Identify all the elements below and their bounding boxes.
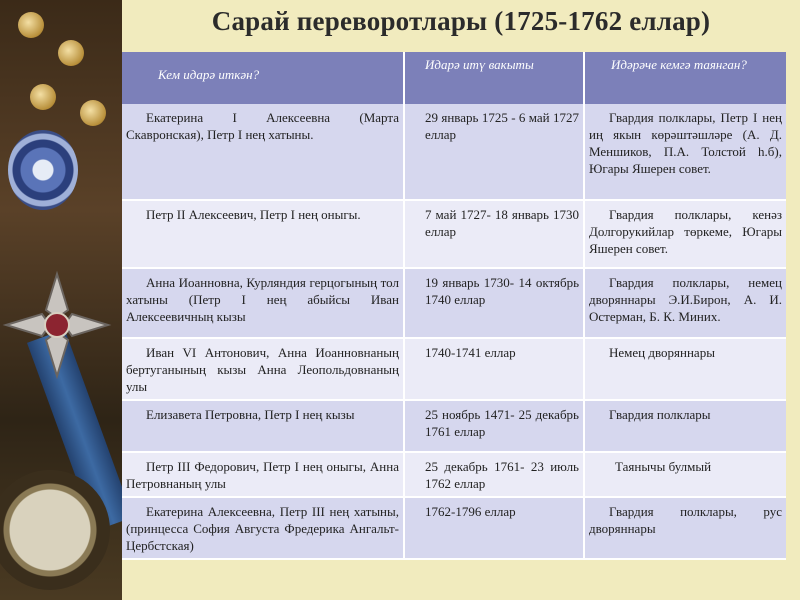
decorative-photo: [0, 0, 122, 600]
cell-support: Гвардия полклары, немец дворяннары Э.И.Бирон, А. И. Остерман, Б. К. Миних.: [584, 268, 786, 338]
cell-ruler: Екатерина I Алексеевна (Марта Скавронская), Петр I нең хатыны.: [122, 104, 404, 200]
header-dates: [404, 52, 584, 104]
cell-ruler: Петр II Алексеевич, Петр I нең оныгы.: [122, 200, 404, 268]
cell-ruler: Елизавета Петровна, Петр I нең кызы: [122, 400, 404, 452]
cell-ruler: Екатерина Алексеевна, Петр III нең хатыны, (принцесса София Августа Фредерика Ангальт-Цербстская): [122, 497, 404, 559]
cell-support: Немец дворяннары: [584, 338, 786, 400]
header-dates-label: Идарә итү вакыты: [425, 57, 534, 72]
table-row: [122, 400, 786, 452]
cell-dates: 19 январь 1730- 14 октябрь 1740 еллар: [404, 268, 584, 338]
cell-ruler: Петр III Федорович, Петр I нең оныгы, Анна Петровнаның улы: [122, 452, 404, 497]
compass-image: [0, 470, 110, 590]
table-row: [122, 497, 786, 559]
cell-support: Гвардия полклары, Петр I нең иң якын көрәштәшләре (А. Д. Меншиков, П.А. Толстой h.б), Югары Яшерен совет.: [584, 104, 786, 200]
cell-dates: 29 январь 1725 - 6 май 1727 еллар: [404, 104, 584, 200]
cell-dates: 1740-1741 еллар: [404, 338, 584, 400]
page-title: Сарай переворотлары (1725-1762 еллар): [211, 6, 711, 36]
cell-support: Таянычы булмый: [584, 452, 786, 497]
cell-ruler: Анна Иоанновна, Курляндия герцогының тол хатыны (Петр I нең абыйсы Иван Алексеевичның кызы: [122, 268, 404, 338]
header-support: [584, 52, 786, 104]
header-ruler: [122, 52, 404, 104]
medal-ribbon-image: [8, 130, 78, 210]
coin-image: [58, 40, 84, 66]
cell-dates: 1762-1796 еллар: [404, 497, 584, 559]
coin-image: [18, 12, 44, 38]
cell-dates: 25 декабрь 1761- 23 июль 1762 еллар: [404, 452, 584, 497]
table-row: [122, 452, 786, 497]
table-header-row: [122, 52, 786, 104]
cell-dates: 7 май 1727- 18 январь 1730 еллар: [404, 200, 584, 268]
table-row: [122, 104, 786, 200]
cell-support: Гвардия полклары, рус дворяннары: [584, 497, 786, 559]
cell-support: Гвардия полклары: [584, 400, 786, 452]
cell-support: Гвардия полклары, кенәз Долгорукийлар төркеме, Югары Яшерен совет.: [584, 200, 786, 268]
table-row: [122, 338, 786, 400]
header-ruler-label: Кем идарә иткән?: [158, 67, 260, 82]
coin-image: [30, 84, 56, 110]
order-cross-image: [2, 270, 112, 380]
table-row: [122, 268, 786, 338]
coin-image: [80, 100, 106, 126]
table-row: [122, 200, 786, 268]
reigns-table: [122, 52, 786, 560]
header-support-label: Идәрәче кемгә таянган?: [611, 57, 747, 72]
cell-ruler: Иван VI Антонович, Анна Иоанновнаның бертуганының кызы Анна Леопольдовнаның улы: [122, 338, 404, 400]
cell-dates: 25 ноябрь 1471- 25 декабрь 1761 еллар: [404, 400, 584, 452]
